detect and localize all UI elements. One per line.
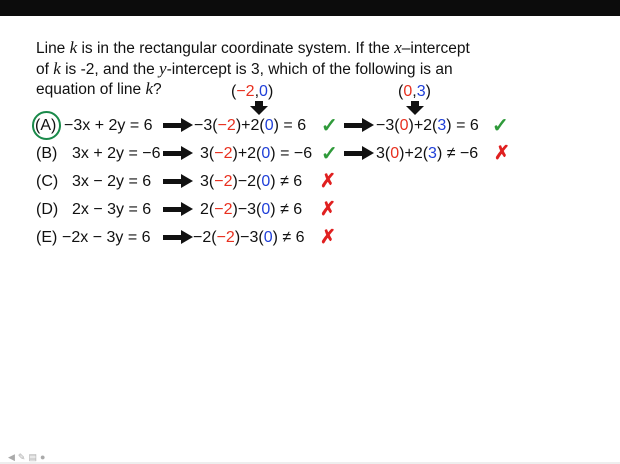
arrow-right-icon	[163, 146, 193, 160]
option-letter: (A)	[35, 117, 57, 134]
option-c[interactable]	[0, 170, 620, 194]
option-b[interactable]	[0, 142, 620, 166]
option-equation: 2x − 3y = 6	[72, 201, 152, 218]
cross-icon: ✗	[320, 199, 336, 220]
x-intercept-substitution: −3(−2)+2(0) = 6	[194, 117, 307, 134]
player-controls-icons[interactable]: ◀✎▤●	[8, 452, 49, 462]
x-intercept-substitution: 2(−2)−3(0) ≠ 6	[200, 201, 303, 218]
option-letter: (E)	[36, 229, 58, 246]
x-intercept-substitution: −2(−2)−3(0) ≠ 6	[193, 229, 305, 246]
cross-icon: ✗	[494, 143, 510, 164]
question-text	[36, 38, 596, 100]
question-line-1: Line k is in the rectangular coordinate system. If the x–intercept	[36, 38, 470, 57]
question-line-2: of k is -2, and the y-intercept is 3, which of the following is an	[36, 58, 453, 78]
option-equation: 3x − 2y = 6	[72, 173, 152, 190]
option-equation: 3x + 2y = −6	[72, 145, 161, 162]
arrow-right-icon	[163, 118, 193, 132]
cross-icon: ✗	[320, 171, 336, 192]
x-intercept-point: (−2,0)	[231, 83, 274, 100]
top-bar	[0, 0, 620, 16]
question-line-3: equation of line k?	[36, 79, 162, 98]
arrow-right-icon	[163, 202, 193, 216]
option-letter: (D)	[36, 201, 59, 218]
arrow-right-icon	[163, 174, 193, 188]
option-equation: −2x − 3y = 6	[62, 229, 151, 246]
check-icon: ✓	[321, 143, 338, 165]
check-icon: ✓	[321, 115, 338, 137]
check-icon: ✓	[492, 115, 509, 137]
option-e[interactable]	[0, 226, 620, 250]
arrow-down-icon	[405, 101, 425, 115]
y-intercept-substitution: −3(0)+2(3) = 6	[376, 117, 479, 134]
option-letter: (C)	[36, 173, 59, 190]
arrow-right-icon	[163, 230, 193, 244]
y-intercept-substitution: 3(0)+2(3) ≠ −6	[376, 145, 479, 162]
cross-icon: ✗	[320, 227, 336, 248]
option-a[interactable]	[0, 114, 620, 138]
x-intercept-substitution: 3(−2)+2(0) = −6	[200, 145, 313, 162]
option-letter: (B)	[36, 145, 58, 162]
arrow-right-icon	[344, 118, 374, 132]
y-intercept-point: (0,3)	[398, 83, 431, 100]
option-d[interactable]	[0, 198, 620, 222]
option-equation: −3x + 2y = 6	[64, 117, 153, 134]
arrow-down-icon	[249, 101, 269, 115]
x-intercept-substitution: 3(−2)−2(0) ≠ 6	[200, 173, 303, 190]
arrow-right-icon	[344, 146, 374, 160]
